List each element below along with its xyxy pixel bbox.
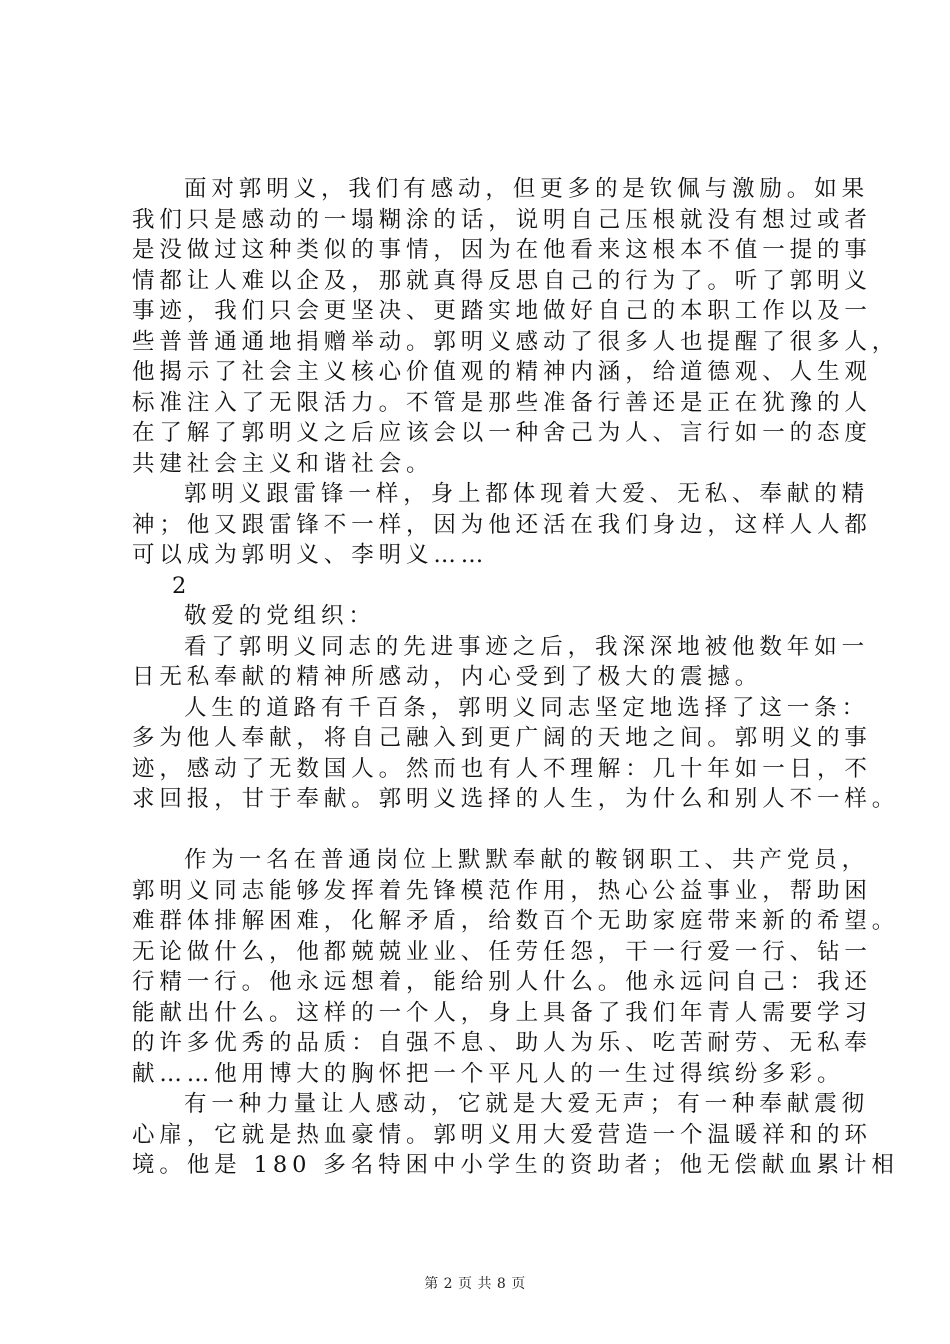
text-line: 情都让人难以企及，那就真得反思自己的行为了。听了郭明义 — [132, 267, 872, 294]
text-line: 能献出什么。这样的一个人，身上具备了我们年青人需要学习 — [132, 999, 872, 1026]
text-line: 他揭示了社会主义核心价值观的精神内涵，给道德观、人生观 — [132, 359, 872, 385]
page-footer: 第 2 页 共 8 页 — [424, 1276, 526, 1292]
text-line: 日无私奉献的精神所感动，内心受到了极大的震撼。 — [132, 664, 763, 690]
text-line: 郭明义跟雷锋一样，身上都体现着大爱、无私、奉献的精 — [184, 481, 870, 507]
text-line: 有一种力量让人感动，它就是大爱无声；有一种奉献震彻 — [184, 1091, 870, 1117]
text-line: 事迹，我们只会更坚决、更踏实地做好自己的本职工作以及一 — [132, 298, 872, 324]
text-line: 多为他人奉献，将自己融入到更广阔的天地之间。郭明义的事 — [132, 725, 872, 751]
text-line: 求回报，甘于奉献。郭明义选择的人生，为什么和别人不一样。 — [132, 786, 900, 812]
text-line: 境。他是 180 多名特困中小学生的资助者；他无偿献血累计相 — [132, 1152, 899, 1178]
text-line: 作为一名在普通岗位上默默奉献的鞍钢职工、共产党员， — [184, 847, 870, 873]
text-line: 可以成为郭明义、李明义…… — [132, 542, 489, 568]
text-line: 标准注入了无限活力。不管是那些准备行善还是正在犹豫的人 — [132, 389, 872, 416]
text-line: 的许多优秀的品质：自强不息、助人为乐、吃苦耐劳、无私奉 — [132, 1030, 872, 1056]
text-line: 我们只是感动的一塌糊涂的话，说明自己压根就没有想过或者 — [132, 206, 872, 233]
text-line: 郭明义同志能够发挥着先锋模范作用，热心公益事业，帮助困 — [132, 877, 872, 904]
text-line: 神；他又跟雷锋不一样，因为他还活在我们身边，这样人人都 — [132, 511, 872, 538]
blank-line — [132, 815, 832, 846]
text-line: 是没做过这种类似的事情，因为在他看来这根本不值一提的事 — [132, 237, 872, 263]
text-line: 无论做什么，他都兢兢业业、任劳任怨，干一行爱一行、钻一 — [132, 938, 872, 965]
text-line: 迹，感动了无数国人。然而也有人不理解：几十年如一日，不 — [132, 755, 872, 782]
document-body — [132, 174, 900, 1181]
text-line: 心扉，它就是热血豪情。郭明义用大爱营造一个温暖祥和的环 — [132, 1121, 872, 1148]
text-line: 共建社会主义和谐社会。 — [132, 450, 434, 477]
text-line: 献……他用博大的胸怀把一个平凡人的一生过得缤纷多彩。 — [132, 1060, 845, 1087]
text-line: 些普普通通地捐赠举动。郭明义感动了很多人也提醒了很多人， — [132, 328, 900, 355]
text-line: 人生的道路有千百条，郭明义同志坚定地选择了这一条： — [184, 694, 870, 721]
text-line: 行精一行。他永远想着，能给别人什么。他永远问自己：我还 — [132, 969, 872, 995]
text-line: 看了郭明义同志的先进事迹之后，我深深地被他数年如一 — [184, 633, 870, 660]
section-number: 2 — [172, 572, 187, 599]
text-line: 难群体排解困难，化解矛盾，给数百个无助家庭带来新的希望。 — [132, 908, 900, 934]
text-line: 面对郭明义，我们有感动，但更多的是钦佩与激励。如果 — [184, 176, 870, 202]
text-line: 敬爱的党组织： — [184, 603, 376, 629]
text-line: 在了解了郭明义之后应该会以一种舍己为人、言行如一的态度 — [132, 420, 872, 446]
